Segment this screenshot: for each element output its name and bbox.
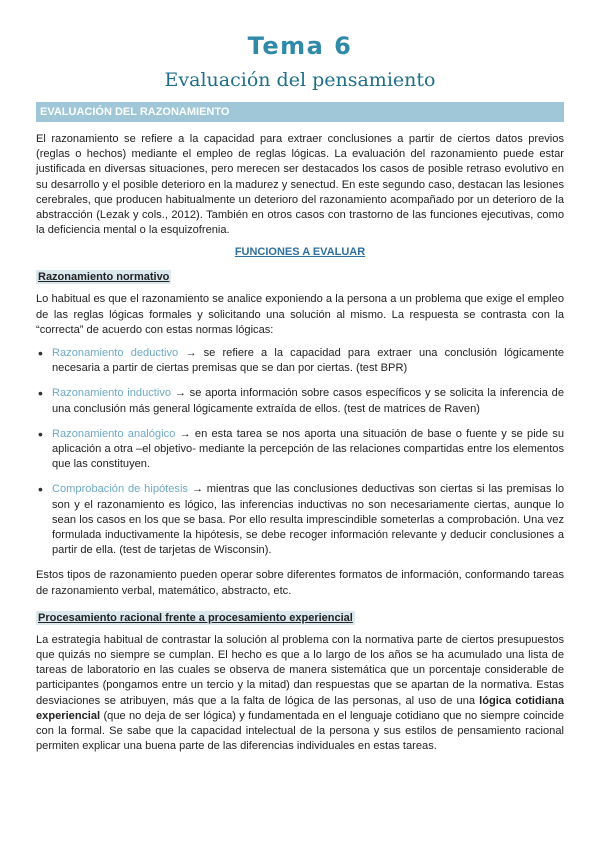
term-description: → mientras que las conclusiones deductivas son ciertas si las premisas lo son y el razonamiento es lógico, las inferencias inductivas no son necesariamente ciertas, aunque lo sean los casos en los que se basa. Por ello resulta imprescindible someterlas a comprobación. Una vez formulada inductivamente la hipótesis, se debe recoger información relevante y deducir conclusiones a partir de ella. (test de tarjetas de Wisconsin). [52, 483, 565, 557]
normative-heading: Razonamiento normativo [38, 271, 170, 284]
list-item [36, 427, 564, 473]
term-hypothesis: Comprobación de hipótesis [52, 483, 188, 496]
term-inductive: Razonamiento inductivo [52, 387, 172, 400]
term-description: → se refiere a la capacidad para extraer una conclusión lógicamente necesaria a partir de ciertas premisas que se dan por ciertas. (test BPR) [52, 347, 564, 375]
normative-paragraph: Lo habitual es que el razonamiento se analice exponiendo a la persona a un problema que exige el empleo de las reglas lógicas formales y solicitando una solución al mismo. La respuesta se contrasta con la “correcta” de acuerdo con estas normas lógicas: [36, 293, 564, 336]
list-item [36, 386, 564, 416]
rational-heading: Procesamiento racional frente a procesamiento experiencial [38, 611, 353, 624]
list-item [36, 346, 564, 376]
bullet-icon: • [38, 481, 43, 498]
functions-heading: FUNCIONES A EVALUAR [234, 246, 366, 259]
rational-bold-term: lógica cotidiana experiencial [36, 694, 564, 722]
section-heading-bar: EVALUACIÓN DEL RAZONAMIENTO [36, 102, 564, 122]
rational-paragraph [36, 633, 564, 755]
term-analogical: Razonamiento analógico [52, 427, 176, 440]
bullet-icon: • [38, 385, 43, 402]
bullet-icon: • [38, 345, 43, 362]
rational-text-before: La estrategia habitual de contrastar la solución al problema con la normativa parte de ciertos presupuestos que quizás no siempre se cumplan. El hecho es que a lo largo de los años se ha acumulado una lista de tareas de laboratorio en las cuales se observa de manera sistemática que un porcentaje considerable de participantes (pongamos entre un tercio y la mitad) dan respuestas que se apartan de la normativa. Estas desviaciones se atribuyen, más que a la falta de lógica de las personas, al uso de una [36, 633, 564, 707]
term-deductive: Razonamiento deductivo [52, 347, 179, 360]
term-description: → se aporta información sobre casos específicos y se solicita la inferencia de una conclusión más general lógicamente extraída de ellos. (test de matrices de Raven) [52, 387, 564, 415]
bullet-icon: • [38, 425, 43, 442]
term-description: → en esta tarea se nos aporta una situación de base o fuente y se pide su aplicación a otra –el objetivo- mediante la percepción de las relaciones compartidas entre los elementos que las constituyen. [52, 427, 564, 471]
chapter-subtitle: Evaluación del pensamiento [164, 69, 436, 91]
intro-paragraph: El razonamiento se refiere a la capacidad para extraer conclusiones a partir de ciertos datos previos (reglas o hechos) mediante el empleo de reglas lógicas. La evaluación del razonamiento puede estar justificada en diversas situaciones, pero merecen ser destacados los casos de posible retraso evolutivo en su desarrollo y el posible deterioro en la madurez y senectud. En este segundo caso, destacan las lesiones cerebrales, que producen habitualmente un deterioro del razonamiento acompañado por un deterioro de la abstracción (Lezak y cols., 2012). También en otros casos con trastorno de las funciones ejecutivas, como la deficiencia mental o la esquizofrenia. [36, 133, 564, 237]
chapter-title: Tema 6 [247, 32, 353, 60]
rational-text-after: (que no deja de ser lógica) y fundamentada en el lenguaje cotidiano que no siempre coincide con la formal. Se sabe que la capacidad intelectual de la persona y sus estilos de pensamiento racional permiten explicar una buena parte de las diferencias individuales en estas tareas. [36, 709, 564, 753]
normative-closing: Estos tipos de razonamiento pueden operar sobre diferentes formatos de información, conformando tareas de razonamiento verbal, matemático, abstracto, etc. [36, 569, 564, 597]
list-item [36, 482, 564, 558]
reasoning-types-list [36, 346, 564, 558]
